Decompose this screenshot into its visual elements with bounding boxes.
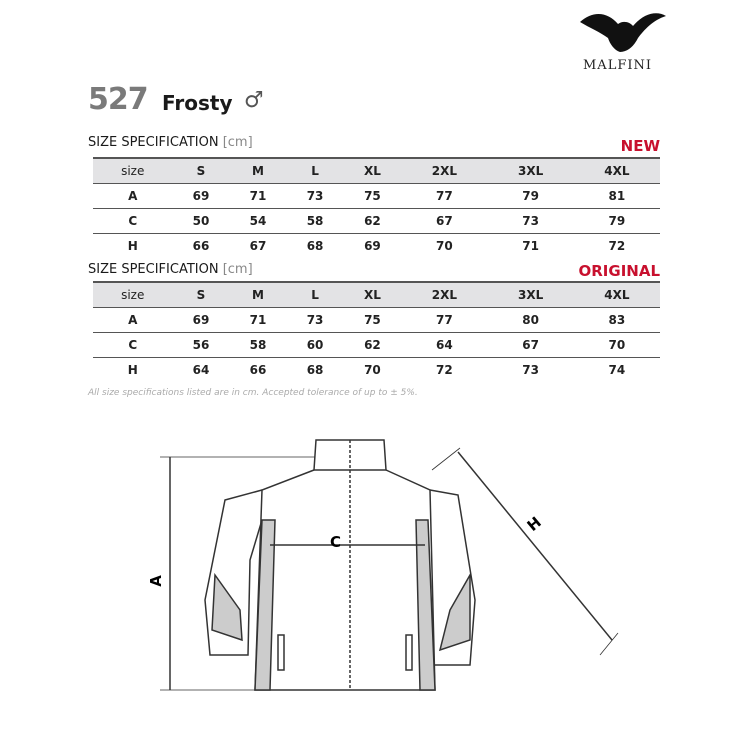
table-cell: 62 bbox=[344, 209, 402, 234]
table-cell: 3XL bbox=[488, 282, 574, 308]
gender-symbol: ♂ bbox=[244, 88, 264, 113]
table-cell: 79 bbox=[574, 209, 660, 234]
table-cell: L bbox=[287, 158, 344, 184]
table-cell: 58 bbox=[230, 333, 287, 358]
table-cell: 50 bbox=[172, 209, 229, 234]
dimension-label-c: C bbox=[330, 533, 342, 551]
table-cell: S bbox=[172, 158, 229, 184]
table-cell: 54 bbox=[230, 209, 287, 234]
table-cell: 58 bbox=[287, 209, 344, 234]
table-title-original: SIZE SPECIFICATION [cm] bbox=[88, 262, 253, 277]
table-cell: L bbox=[287, 282, 344, 308]
table-cell: 70 bbox=[574, 333, 660, 358]
table-cell: 77 bbox=[401, 308, 487, 333]
table-cell: 75 bbox=[344, 308, 402, 333]
table-cell: 2XL bbox=[401, 158, 487, 184]
table-cell: 81 bbox=[574, 184, 660, 209]
brand-logo-text: MALFINI bbox=[583, 58, 652, 73]
table-cell: 4XL bbox=[574, 282, 660, 308]
table-cell: 71 bbox=[230, 184, 287, 209]
table-cell: 69 bbox=[172, 308, 229, 333]
table-cell: 71 bbox=[522, 239, 539, 253]
table-cell: 60 bbox=[287, 333, 344, 358]
table-title-new: SIZE SPECIFICATION [cm] bbox=[88, 135, 253, 150]
table-cell: 73 bbox=[522, 363, 539, 377]
tolerance-note: All size specifications listed are in cm. Accepted tolerance of up to ± 5%. bbox=[88, 388, 418, 398]
table-cell: 83 bbox=[574, 308, 660, 333]
table-cell: A bbox=[93, 184, 172, 209]
table-cell: 75 bbox=[344, 184, 402, 209]
table-cell: 73 bbox=[287, 308, 344, 333]
table-cell: 67 bbox=[401, 209, 487, 234]
table-cell: 66 bbox=[249, 363, 267, 377]
dimension-label-h: H bbox=[523, 513, 545, 535]
table-cell: 69 bbox=[172, 184, 229, 209]
table-cell: 79 bbox=[488, 184, 574, 209]
table-cell: 73 bbox=[488, 209, 574, 234]
table-cell: C bbox=[93, 333, 172, 358]
table-cell: 3XL bbox=[488, 158, 574, 184]
dimension-label-a: A bbox=[146, 575, 165, 587]
product-number: 527 bbox=[88, 82, 148, 117]
table-cell: 72 bbox=[436, 363, 453, 377]
table-cell: C bbox=[93, 209, 172, 234]
tag-original: ORIGINAL bbox=[578, 262, 660, 280]
table-cell: 71 bbox=[230, 308, 287, 333]
table-cell: 2XL bbox=[401, 282, 487, 308]
table-cell: 67 bbox=[488, 333, 574, 358]
table-cell: H bbox=[127, 239, 138, 253]
product-name: Frosty bbox=[162, 91, 233, 115]
table-cell: S bbox=[172, 282, 229, 308]
table-cell: 69 bbox=[364, 239, 381, 253]
table-cell: 80 bbox=[488, 308, 574, 333]
table-cell: XL bbox=[344, 282, 402, 308]
table-cell: 77 bbox=[401, 184, 487, 209]
table-cell: size bbox=[93, 158, 172, 184]
table-cell: M bbox=[230, 282, 287, 308]
table-cell: 72 bbox=[608, 239, 626, 253]
table-cell: 62 bbox=[344, 333, 402, 358]
table-cell: size bbox=[93, 282, 172, 308]
table-cell: 73 bbox=[287, 184, 344, 209]
table-cell: 66 bbox=[192, 239, 210, 253]
table-cell: 67 bbox=[249, 239, 267, 253]
table-cell: 64 bbox=[401, 333, 487, 358]
tag-new: NEW bbox=[620, 137, 660, 155]
table-cell: XL bbox=[344, 158, 402, 184]
table-cell: 4XL bbox=[574, 158, 660, 184]
table-cell: A bbox=[93, 308, 172, 333]
table-cell: 68 bbox=[306, 363, 324, 377]
table-cell: 68 bbox=[306, 239, 324, 253]
table-cell: M bbox=[230, 158, 287, 184]
table-cell: H bbox=[127, 363, 138, 377]
table-cell: 70 bbox=[364, 363, 381, 377]
table-cell: 74 bbox=[608, 363, 626, 377]
table-cell: 56 bbox=[172, 333, 229, 358]
table-cell: 70 bbox=[436, 239, 453, 253]
table-cell: 64 bbox=[192, 363, 210, 377]
